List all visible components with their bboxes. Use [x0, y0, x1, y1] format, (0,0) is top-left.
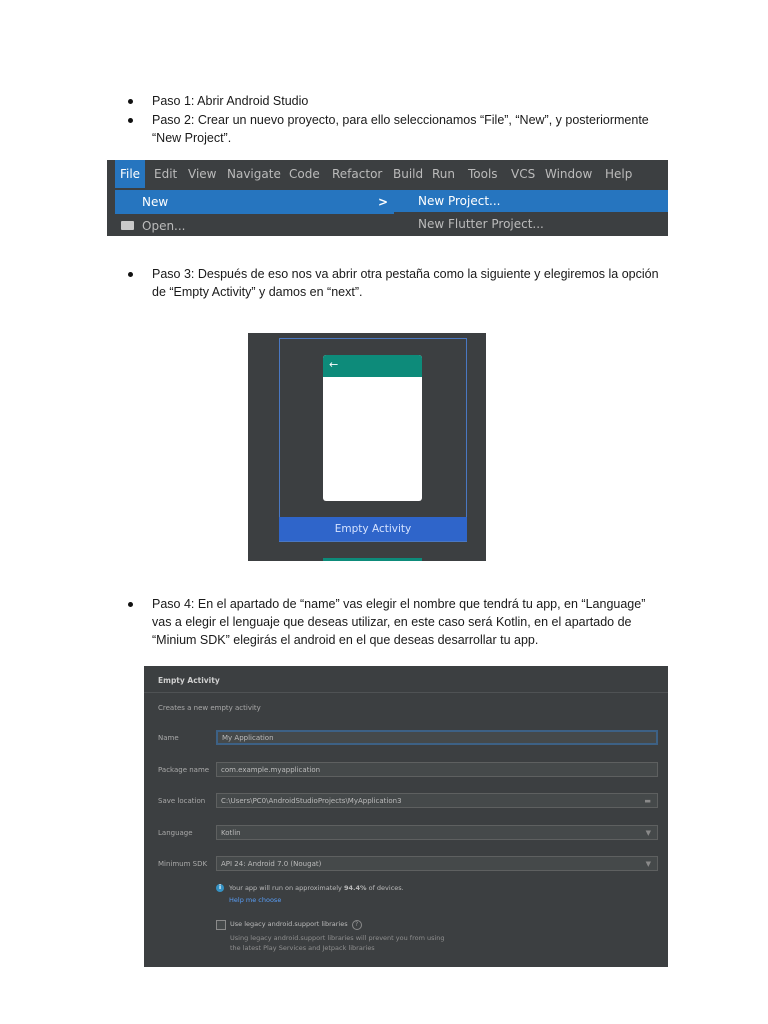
divider	[144, 692, 668, 693]
legacy-libraries-label: Use legacy android.support libraries	[230, 920, 348, 928]
menu-file[interactable]: File	[115, 160, 145, 188]
step-4-text: Paso 4: En el apartado de “name” vas elegir el nombre que tendrá tu app, en “Language”	[152, 597, 646, 611]
info-icon: i	[216, 884, 224, 892]
menu-view[interactable]: View	[188, 167, 217, 181]
coverage-suffix: of devices.	[366, 884, 404, 892]
menu-navigate[interactable]: Navigate	[227, 167, 281, 181]
location-value: C:\Users\PC0\AndroidStudioProjects\MyApplication3	[221, 797, 402, 805]
legacy-note-line1: Using legacy android.support libraries will prevent you from using	[230, 934, 445, 942]
legacy-note-line2: the latest Play Services and Jetpack libraries	[230, 944, 375, 952]
step-4	[128, 595, 688, 649]
menu-item-new-project-label: New Project...	[418, 194, 501, 208]
location-label: Save location	[158, 797, 206, 805]
menu-item-new[interactable]	[115, 190, 394, 214]
device-coverage-note	[229, 884, 404, 892]
package-field[interactable]: com.example.myapplication	[216, 762, 658, 777]
name-field[interactable]: My Application	[216, 730, 658, 745]
step-2-text-cont: “New Project”.	[152, 131, 232, 145]
file-dropdown	[115, 188, 395, 236]
language-label: Language	[158, 829, 193, 837]
package-label: Package name	[158, 766, 210, 774]
template-label[interactable]: Empty Activity	[334, 523, 412, 535]
form-title: Empty Activity	[158, 676, 220, 685]
step-1	[128, 92, 688, 110]
app-bar	[323, 355, 422, 377]
menu-tools[interactable]: Tools	[468, 167, 498, 181]
template-screenshot	[248, 333, 486, 561]
menu-vcs[interactable]: VCS	[511, 167, 536, 181]
step-3-text: Paso 3: Después de eso nos va abrir otra pestaña como la siguiente y elegiremos la opción	[152, 267, 659, 281]
step-2-text: Paso 2: Crear un nuevo proyecto, para ello seleccionamos “File”, “New”, y posteriormente	[152, 113, 649, 127]
bullet	[128, 99, 133, 104]
next-template-preview	[323, 558, 422, 561]
chevron-down-icon: ▼	[645, 829, 651, 837]
folder-icon[interactable]: ▬	[644, 797, 651, 805]
menu-build[interactable]: Build	[393, 167, 424, 181]
coverage-prefix: Your app will run on approximately	[229, 884, 344, 892]
legacy-libraries-label-row	[230, 920, 362, 930]
language-select[interactable]	[216, 825, 658, 840]
chevron-down-icon: ▼	[645, 860, 651, 868]
step-4-text-cont: vas a elegir el lenguaje que deseas utilizar, en este caso será Kotlin, en el apartado de	[152, 615, 632, 629]
help-me-choose-link[interactable]: Help me choose	[229, 896, 282, 904]
step-4-text-cont2: “Minium SDK” elegirás el android en el que deseas desarrollar tu app.	[152, 633, 539, 647]
language-value: Kotlin	[221, 829, 241, 837]
step-3-text-cont: de “Empty Activity” y damos en “next”.	[152, 285, 363, 299]
menu-item-new-flutter-label: New Flutter Project...	[418, 217, 544, 231]
step-2	[128, 111, 688, 147]
step-3	[128, 265, 688, 301]
legacy-libraries-checkbox[interactable]	[216, 920, 226, 930]
menu-run[interactable]: Run	[432, 167, 456, 181]
bullet	[128, 602, 133, 607]
menu-screenshot	[107, 160, 668, 236]
menu-edit[interactable]: Edit	[154, 167, 178, 181]
form-subtitle: Creates a new empty activity	[158, 704, 261, 712]
menu-item-new-project[interactable]	[394, 190, 668, 212]
new-submenu	[394, 188, 668, 236]
back-arrow-icon: ←	[329, 358, 339, 371]
menu-refactor[interactable]: Refactor	[332, 167, 383, 181]
step-1-text: Paso 1: Abrir Android Studio	[152, 94, 309, 108]
menu-item-open[interactable]	[115, 214, 394, 236]
project-config-screenshot	[144, 666, 668, 967]
submenu-arrow-icon: >	[377, 195, 388, 209]
menu-item-new-label: New	[142, 195, 169, 209]
sdk-select[interactable]	[216, 856, 658, 871]
menu-help[interactable]: Help	[605, 167, 633, 181]
sdk-label: Minimum SDK	[158, 860, 208, 868]
bullet	[128, 272, 133, 277]
name-label: Name	[158, 734, 179, 742]
help-icon[interactable]: ?	[352, 920, 362, 930]
bullet	[128, 118, 133, 123]
sdk-value: API 24: Android 7.0 (Nougat)	[221, 860, 322, 868]
menu-code[interactable]: Code	[289, 167, 320, 181]
menu-item-open-label: Open...	[142, 219, 186, 233]
menu-bar	[107, 160, 668, 188]
menu-item-new-flutter-project[interactable]	[394, 213, 668, 235]
folder-icon	[121, 221, 134, 230]
coverage-percent: 94.4%	[343, 884, 367, 892]
location-field[interactable]	[216, 793, 658, 808]
phone-preview	[323, 355, 422, 501]
menu-window[interactable]: Window	[545, 167, 593, 181]
